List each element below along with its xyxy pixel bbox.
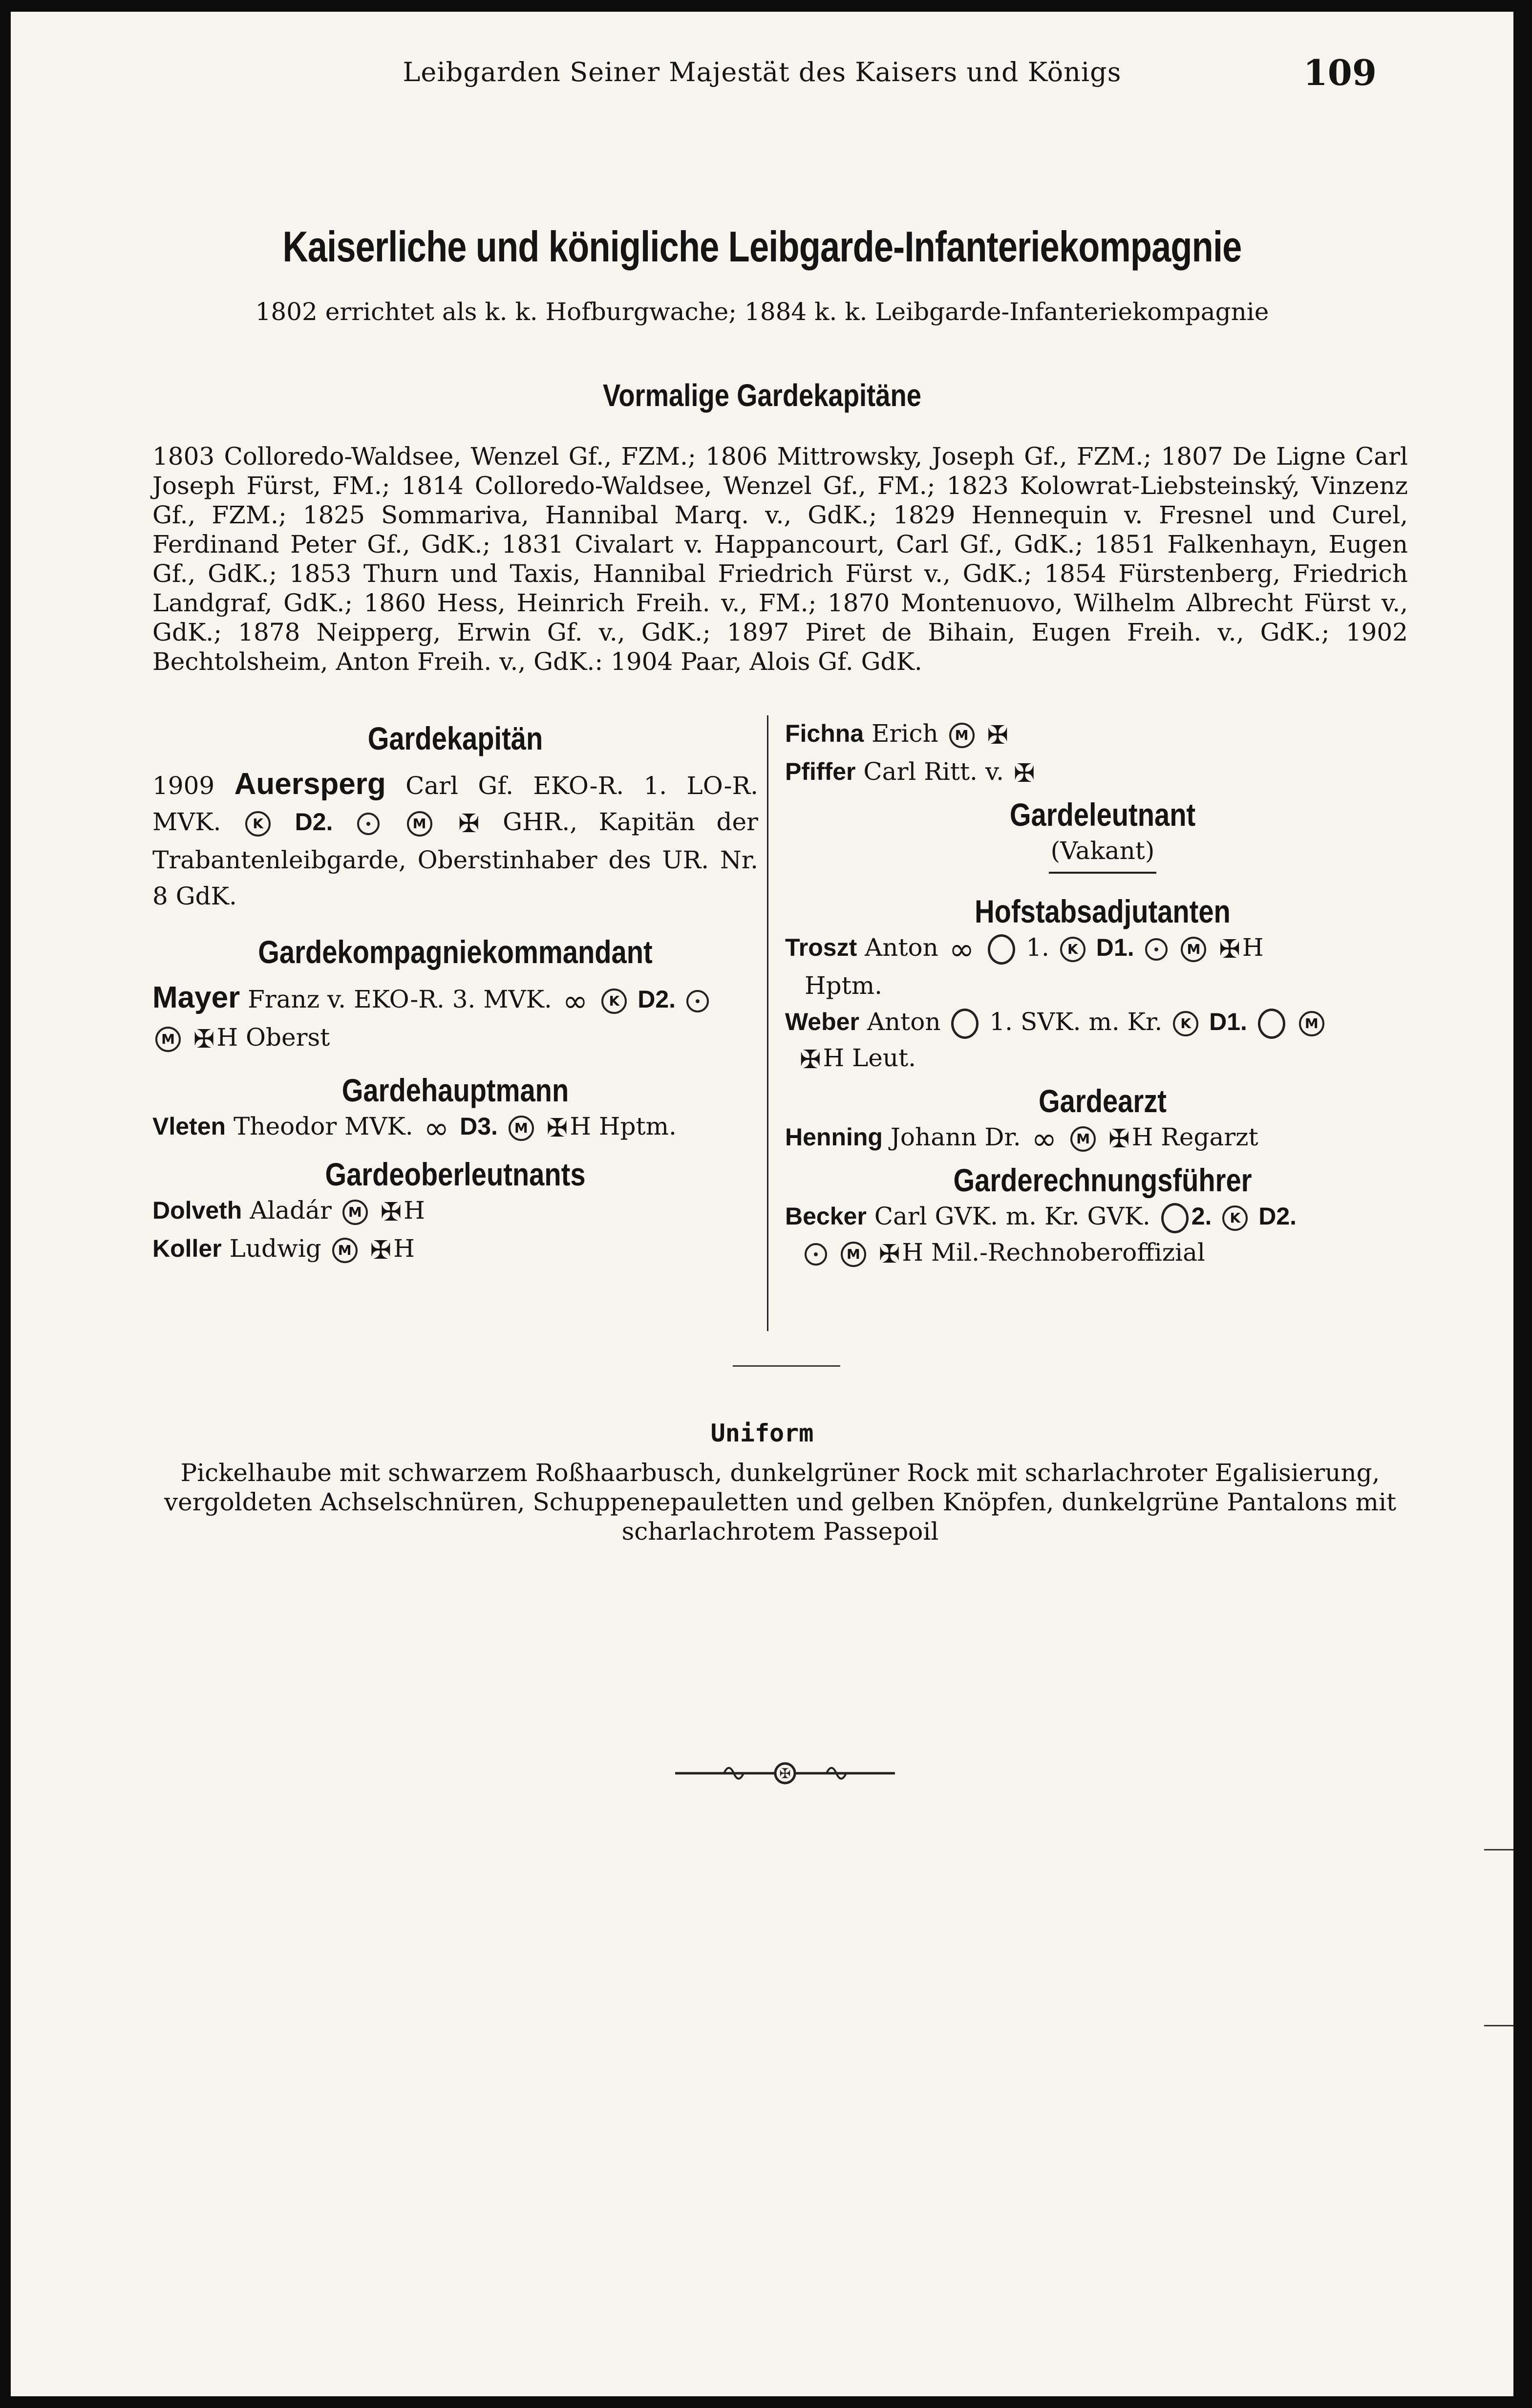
oberleutnant-name: Koller — [152, 1235, 222, 1262]
rechnung-heading: Garderechnungsführer — [953, 1162, 1252, 1198]
hofstab-heading: Hofstabsadjutanten — [975, 893, 1231, 929]
kapitaen-line1: Carl Gf. EKO-R. 1. LO-R. — [405, 772, 758, 800]
kommandant-line1: Franz v. EKO-R. 3. MVK. — [248, 985, 552, 1013]
k-order-icon: K — [1222, 1205, 1248, 1231]
hauptmann-line1: Theodor MVK. — [233, 1112, 413, 1140]
kapitaen-name: Auersperg — [234, 767, 386, 801]
m-medal-icon: M — [841, 1242, 866, 1267]
oberleutnant-first: Ludwig — [229, 1234, 321, 1263]
fichna-name: Fichna — [785, 720, 864, 747]
troszt-rank: Hptm. — [805, 971, 883, 1000]
dot-medal-icon — [805, 1243, 827, 1266]
kapitaen-entry — [152, 766, 758, 914]
troszt-entry — [785, 929, 1420, 1004]
weber-rank: Leut. — [852, 1044, 916, 1072]
page-subtitle: 1802 errichtet als k. k. Hofburgwache; 1884 k. k. Leibgarde-Infanteriekompagnie — [255, 298, 1269, 326]
cross-icon: ✠ — [546, 1114, 568, 1143]
kommandant-name: Mayer — [152, 981, 240, 1014]
uniform-heading: Uniform — [710, 1419, 814, 1447]
m-medal-icon: M — [155, 1027, 181, 1052]
ring-order-icon — [1161, 1203, 1189, 1233]
kommandant-entry — [152, 980, 758, 1057]
hauptmann-name: Vleten — [152, 1113, 226, 1140]
right-column — [785, 715, 1420, 1272]
ring-order-icon — [1258, 1009, 1285, 1039]
cross-icon: ✠ — [370, 1236, 392, 1265]
cross-icon: ✠ — [458, 809, 480, 838]
rechnung-entry — [785, 1198, 1420, 1272]
fichna-first: Erich — [872, 719, 938, 748]
m-medal-icon: M — [342, 1200, 368, 1225]
running-header: Leibgarden Seiner Majestät des Kaisers und Königs — [403, 57, 1122, 87]
arzt-heading: Gardearzt — [1039, 1083, 1167, 1119]
kapitaen-year: 1909 — [152, 772, 215, 800]
kapitaen-heading: Gardekapitän — [367, 720, 543, 756]
m-medal-icon: M — [1181, 937, 1206, 962]
figure-eight-icon: ∞ — [424, 1110, 449, 1146]
kommandant-d2: D2. — [638, 986, 676, 1013]
kommandant-heading: Gardekompagniekommandant — [258, 934, 653, 970]
arzt-rank: Regarzt — [1161, 1123, 1258, 1151]
weber-first: Anton — [867, 1008, 941, 1036]
rechnung-d2: D2. — [1258, 1203, 1297, 1230]
h-mark: H — [1131, 1123, 1153, 1151]
rechnung-two: 2. — [1191, 1203, 1212, 1230]
svg-text:✠: ✠ — [779, 1765, 791, 1782]
leutnant-value: (Vakant) — [1050, 837, 1155, 865]
figure-eight-icon: ∞ — [949, 931, 975, 967]
oberleutnant-entry — [152, 1192, 758, 1230]
margin-mark — [1484, 2025, 1513, 2026]
m-medal-icon: M — [407, 811, 432, 837]
k-order-icon: K — [601, 989, 627, 1014]
document-page — [11, 12, 1513, 2396]
weber-entry — [785, 1004, 1420, 1078]
dot-medal-icon — [357, 813, 380, 835]
arzt-name: Henning — [785, 1123, 883, 1151]
h-mark: H — [902, 1238, 923, 1267]
kommandant-rank: Oberst — [246, 1023, 330, 1052]
margin-mark — [1484, 1849, 1513, 1850]
h-mark: H — [570, 1112, 591, 1140]
pfiffer-first: Carl Ritt. v. — [863, 757, 1004, 786]
leutnant-heading: Gardeleutnant — [1009, 796, 1196, 833]
hauptmann-entry — [152, 1108, 758, 1146]
troszt-name: Troszt — [785, 934, 857, 961]
fichna-entry — [785, 715, 1420, 753]
troszt-first: Anton — [865, 933, 938, 962]
arzt-first: Johann Dr. — [890, 1123, 1021, 1151]
h-mark: H — [216, 1023, 238, 1052]
weber-1: 1. SVK. m. Kr. — [989, 1008, 1163, 1036]
h-mark: H — [404, 1196, 425, 1225]
oberleutnants-heading: Gardeoberleutnants — [325, 1156, 586, 1192]
figure-eight-icon: ∞ — [562, 983, 588, 1019]
kapitaen-d2: D2. — [295, 808, 333, 836]
m-medal-icon: M — [949, 723, 975, 748]
m-medal-icon: M — [1299, 1011, 1324, 1036]
section-rule — [733, 1365, 840, 1367]
kapitaen-rest: GHR., Kapitän der Trabantenleibgarde, Oberstinhaber des UR. Nr. 8 GdK. — [152, 808, 758, 910]
k-order-icon: K — [245, 811, 271, 837]
vormalige-heading: Vormalige Gardekapitäne — [602, 378, 922, 413]
rechnung-name: Becker — [785, 1203, 867, 1230]
rechnung-first: Carl GVK. m. Kr. GVK. — [874, 1202, 1150, 1230]
ring-order-icon — [988, 934, 1015, 965]
m-medal-icon: M — [1070, 1126, 1096, 1152]
ring-order-icon — [951, 1009, 979, 1039]
dot-medal-icon — [686, 990, 709, 1012]
troszt-d1: D1. — [1096, 934, 1134, 961]
cross-icon: ✠ — [1108, 1124, 1130, 1154]
uniform-paragraph: Pickelhaube mit schwarzem Roßhaarbusch, dunkelgrüner Rock mit scharlachroter Egalisierung, vergoldeten Achselschnüren, Schuppenepauletten und gelben Knöpfen, dunkelgrüne Pantalons mit scharlachrotem Passepoil — [164, 1459, 1397, 1546]
short-rule — [1049, 872, 1156, 874]
pfiffer-name: Pfiffer — [785, 758, 856, 785]
dot-medal-icon — [1145, 938, 1168, 961]
cross-icon: ✠ — [1013, 759, 1035, 788]
hauptmann-heading: Gardehauptmann — [341, 1072, 569, 1108]
k-order-icon: K — [1060, 937, 1085, 962]
oberleutnant-first: Aladár — [250, 1196, 332, 1225]
figure-eight-icon: ∞ — [1031, 1121, 1057, 1157]
kapitaen-mvk: MVK. — [152, 808, 221, 836]
m-medal-icon: M — [332, 1238, 358, 1263]
h-mark: H — [1242, 933, 1264, 962]
rechnung-rank: Mil.-Rechnoberoffizial — [931, 1238, 1205, 1267]
weber-d1: D1. — [1209, 1008, 1247, 1035]
hauptmann-rank: Hptm. — [598, 1112, 677, 1140]
m-medal-icon: M — [509, 1116, 534, 1141]
ornament-icon — [675, 1759, 895, 1788]
cross-icon: ✠ — [193, 1025, 215, 1054]
troszt-1: 1. — [1026, 933, 1049, 962]
page-number: 109 — [1303, 52, 1377, 93]
cross-icon: ✠ — [878, 1240, 900, 1269]
h-mark: H — [393, 1234, 415, 1263]
weber-name: Weber — [785, 1008, 859, 1035]
cross-icon: ✠ — [800, 1045, 821, 1075]
arzt-entry — [785, 1119, 1420, 1157]
hauptmann-d3: D3. — [460, 1113, 498, 1140]
page-title: Kaiserliche und königliche Leibgarde-Infanteriekompagnie — [282, 222, 1242, 271]
cross-icon: ✠ — [987, 721, 1009, 750]
h-mark: H — [823, 1044, 845, 1072]
column-divider — [767, 715, 768, 1331]
k-order-icon: K — [1173, 1011, 1198, 1036]
pfiffer-entry — [785, 753, 1420, 792]
oberleutnant-entry — [152, 1230, 758, 1268]
oberleutnant-name: Dolveth — [152, 1197, 242, 1224]
cross-icon: ✠ — [1219, 935, 1240, 964]
cross-icon: ✠ — [380, 1198, 402, 1227]
vormalige-paragraph: 1803 Colloredo-Waldsee, Wenzel Gf., FZM.; 1806 Mittrowsky, Joseph Gf., FZM.; 1807 De Ligne Carl Joseph Fürst, FM.; 1814 Colloredo-Waldsee, Wenzel Gf., FM.; 1823 Kolowrat-Liebsteinský, Vinzenz Gf., FZM.; 1825 Sommariva, Hannibal Marq. v., GdK.; 1829 Hennequin v. Fresnel und Curel, Ferdinand Peter Gf., GdK.; 1831 Civalart v. Happancourt, Carl Gf., GdK.; 1851 Falkenhayn, Eugen Gf., GdK.; 1853 Thurn und Taxis, Hannibal Friedrich Fürst v., GdK.; 1854 Fürstenberg, Friedrich Landgraf, GdK.; 1860 Hess, Heinrich Freih. v., FM.; 1870 Montenuovo, Wilhelm Albrecht Fürst v., GdK.; 1878 Neipperg, Erwin Gf. v., GdK.; 1897 Piret de Bihain, Eugen Freih. v., GdK.; 1902 Bechtolsheim, Anton Freih. v., GdK.: 1904 Paar, Alois Gf. GdK. — [152, 442, 1408, 676]
left-column — [152, 720, 758, 1268]
